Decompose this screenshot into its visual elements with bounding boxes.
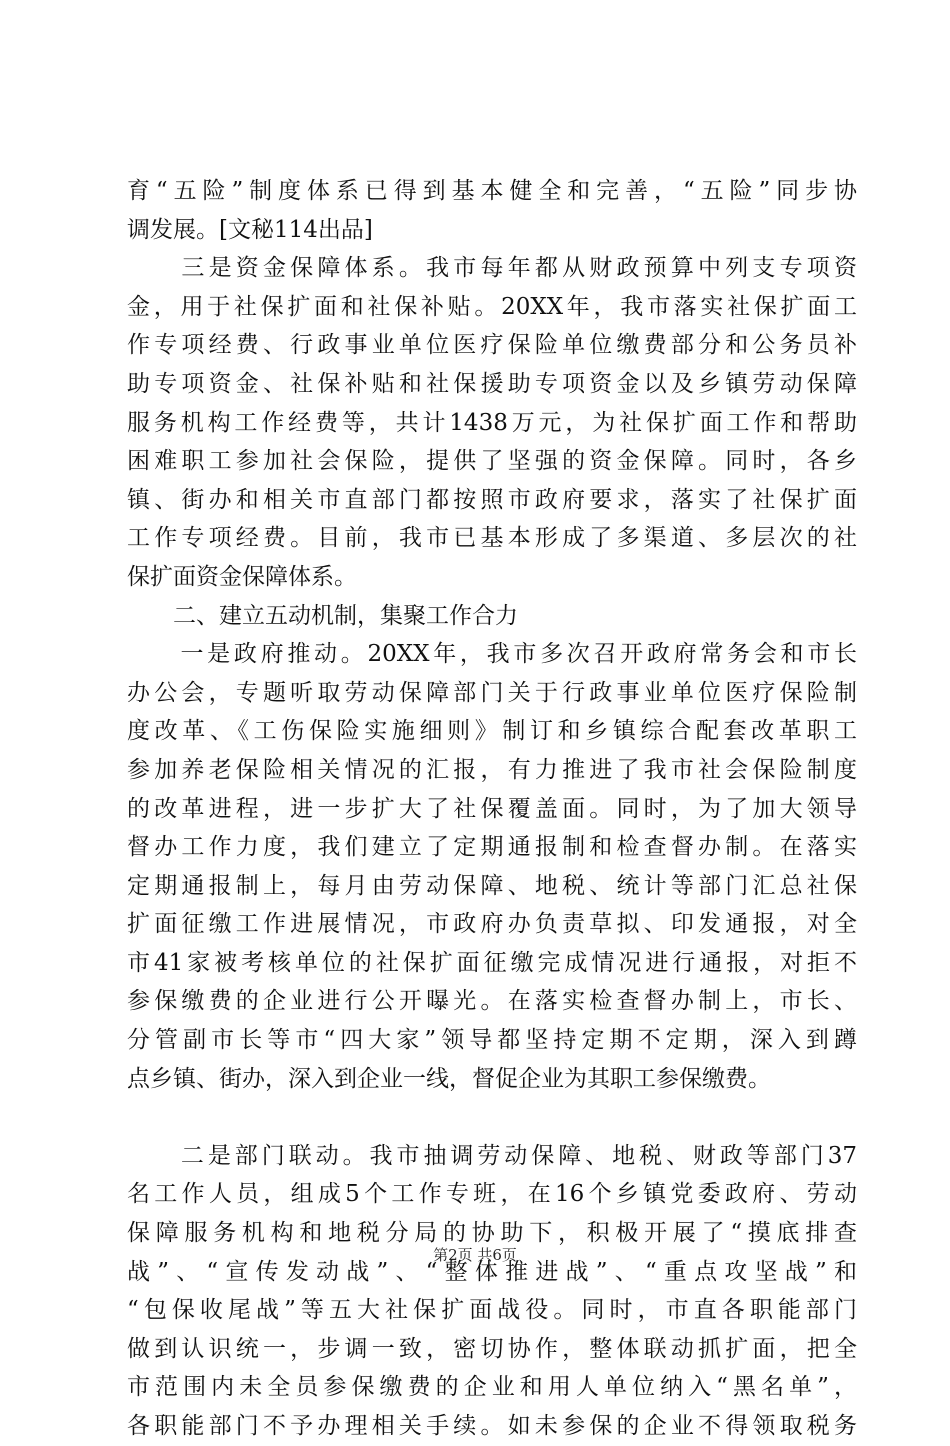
text-line: 定期通报制上，每月由劳动保障、地税、统计等部门汇总社保 [127,872,857,899]
text-line: 度改革、《工伤保险实施细则》制订和乡镇综合配套改革职工 [127,718,857,745]
text-line: 保障服务机构和地税分局的协助下，积极开展了“摸底排查 [127,1220,857,1247]
text-line: 点乡镇、街办，深入到企业一线，督促企业为其职工参保缴费。 [127,1065,771,1092]
text-line: 育“五险”制度体系已得到基本健全和完善，“五险”同步协 [127,178,857,204]
text-line: 调发展。[文秘114出品] [127,216,373,243]
text-line: 扩面征缴工作进展情况，市政府办负责草拟、印发通报，对全 [127,911,857,938]
text-line: 保扩面资金保障体系。 [127,563,357,590]
text-line: 助专项资金、社保补贴和社保援助专项资金以及乡镇劳动保障 [127,370,857,397]
page-footer: 第2页 共6页 [433,1246,517,1264]
text-line: 参保缴费的企业进行公开曝光。在落实检查督办制上，市长、 [127,988,857,1015]
text-line: 一是政府推动。20XX年，我市多次召开政府常务会和市长 [127,641,857,668]
text-line: 的改革进程，进一步扩大了社保覆盖面。同时，为了加大领导 [127,795,857,822]
text-line: 二、建立五动机制，集聚工作合力 [127,602,518,629]
text-line: 市范围内未全员参保缴费的企业和用人单位纳入“黑名单”， [127,1374,857,1401]
text-line: 名工作人员，组成5个工作专班，在16个乡镇党委政府、劳动 [127,1181,857,1208]
text-line: 镇、街办和相关市直部门都按照市政府要求，落实了社保扩面 [127,486,857,513]
blank-line [127,1098,857,1137]
text-line: 金，用于社保扩面和社保补贴。20XX年，我市落实社保扩面工 [127,293,857,320]
text-line: 三是资金保障体系。我市每年都从财政预算中列支专项资 [127,255,857,282]
text-line: 督办工作力度，我们建立了定期通报制和检查督办制。在落实 [127,834,857,861]
text-line: 困难职工参加社会保险，提供了坚强的资金保障。同时，各乡 [127,448,857,475]
text-line: 办公会，专题听取劳动保障部门关于行政事业单位医疗保险制 [127,679,857,706]
text-line: 各职能部门不予办理相关手续。如未参保的企业不得领取税务 [127,1413,857,1439]
text-line: 作专项经费、行政事业单位医疗保险单位缴费部分和公务员补 [127,332,857,359]
text-line: 做到认识统一，步调一致，密切协作，整体联动抓扩面，把全 [127,1335,857,1362]
text-line: 分管副市长等市“四大家”领导都坚持定期不定期，深入到蹲 [127,1027,857,1054]
text-line: 战”、“宣传发动战”、“整体推进战”、“重点攻坚战”和 [127,1258,857,1285]
text-line: 二是部门联动。我市抽调劳动保障、地税、财政等部门37 [127,1142,857,1169]
text-line: “包保收尾战”等五大社保扩面战役。同时，市直各职能部门 [127,1297,857,1324]
text-line: 市41家被考核单位的社保扩面征缴完成情况进行通报，对拒不 [127,949,857,976]
text-line: 服务机构工作经费等，共计1438万元，为社保扩面工作和帮助 [127,409,857,436]
text-line: 工作专项经费。目前，我市已基本形成了多渠道、多层次的社 [127,525,857,552]
text-line: 参加养老保险相关情况的汇报，有力推进了我市社会保险制度 [127,756,857,783]
